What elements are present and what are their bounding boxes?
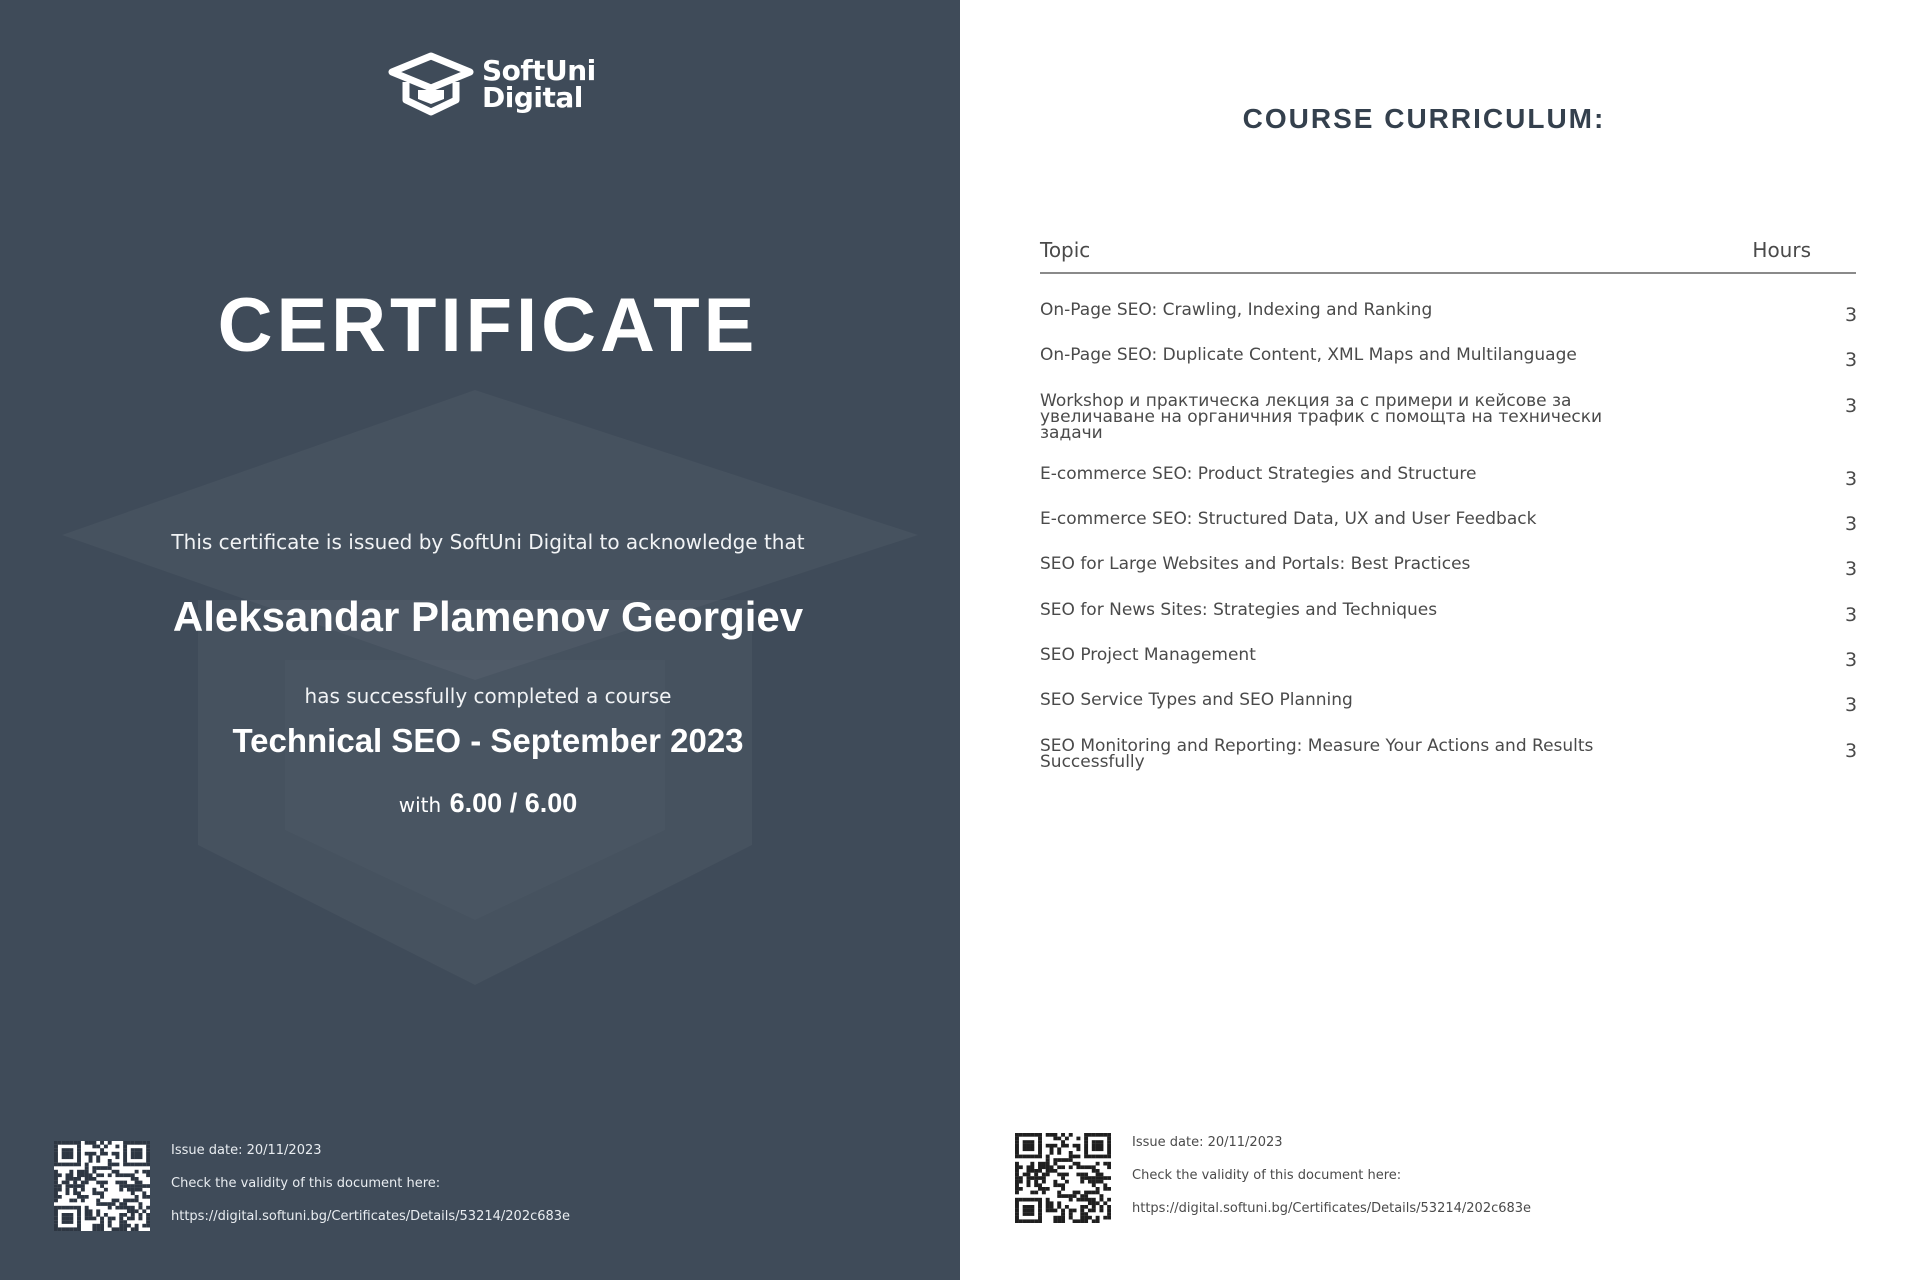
row-hours: 3: [1844, 304, 1858, 326]
row-topic: On-Page SEO: Duplicate Content, XML Maps and Multilanguage: [1040, 345, 1577, 365]
row-topic: E-commerce SEO: Structured Data, UX and User Feedback: [1040, 509, 1537, 529]
qr-code-icon: [1015, 1133, 1111, 1223]
row-hours: 3: [1844, 513, 1858, 535]
column-topic: Topic: [1040, 238, 1091, 262]
validity-url[interactable]: https://digital.softuni.bg/Certificates/Details/53214/202c683e: [171, 1209, 571, 1224]
completed-text: has successfully completed a course: [304, 684, 672, 708]
certificate-title: CERTIFICATE: [217, 283, 759, 368]
row-topic: SEO for Large Websites and Portals: Best Practices: [1040, 554, 1471, 574]
curriculum-table-header: [1040, 236, 1856, 274]
row-topic: SEO Project Management: [1040, 645, 1256, 665]
row-topic: SEO Monitoring and Reporting: Measure Your Actions and Results Successfully: [1040, 736, 1594, 772]
row-topic: SEO Service Types and SEO Planning: [1040, 690, 1353, 710]
course-name: Technical SEO - September 2023: [232, 722, 744, 759]
column-hours: Hours: [1752, 238, 1811, 262]
softuni-digital-logo: [388, 52, 596, 116]
grade-line: [0, 788, 960, 819]
grade-value: 6.00 / 6.00: [449, 788, 578, 818]
curriculum-page: [960, 0, 1920, 1280]
row-hours: 3: [1844, 740, 1858, 762]
row-topic: E-commerce SEO: Product Strategies and Structure: [1040, 464, 1477, 484]
validity-text: Check the validity of this document here:: [171, 1176, 441, 1191]
row-hours: 3: [1844, 558, 1858, 580]
issue-date: Issue date: 20/11/2023: [171, 1143, 322, 1158]
row-topic: SEO for News Sites: Strategies and Techniques: [1040, 600, 1438, 620]
row-topic: On-Page SEO: Crawling, Indexing and Ranking: [1040, 300, 1433, 320]
row-hours: 3: [1844, 395, 1858, 417]
issue-date: Issue date: 20/11/2023: [1132, 1135, 1283, 1150]
validity-text: Check the validity of this document here:: [1132, 1168, 1402, 1183]
row-hours: 3: [1844, 694, 1858, 716]
recipient-name: Aleksandar Plamenov Georgiev: [172, 593, 804, 640]
graduation-cap-icon: [388, 52, 474, 116]
grade-prefix: with: [398, 793, 442, 817]
row-hours: 3: [1844, 349, 1858, 371]
row-hours: 3: [1844, 468, 1858, 490]
row-hours: 3: [1844, 604, 1858, 626]
logo-line-2: Digital: [482, 81, 583, 114]
curriculum-title: COURSE CURRICULUM:: [1242, 103, 1606, 134]
logo-line-1: SoftUni: [482, 54, 596, 87]
qr-code-icon: [54, 1141, 150, 1231]
validity-url[interactable]: https://digital.softuni.bg/Certificates/Details/53214/202c683e: [1132, 1201, 1532, 1216]
row-hours: 3: [1844, 649, 1858, 671]
row-topic: Workshop и практическа лекция за с примери и кейсове за увеличаване на органичния трафик с помощта на технически задачи: [1040, 391, 1603, 443]
issued-text: This certificate is issued by SoftUni Digital to acknowledge that: [171, 530, 805, 554]
